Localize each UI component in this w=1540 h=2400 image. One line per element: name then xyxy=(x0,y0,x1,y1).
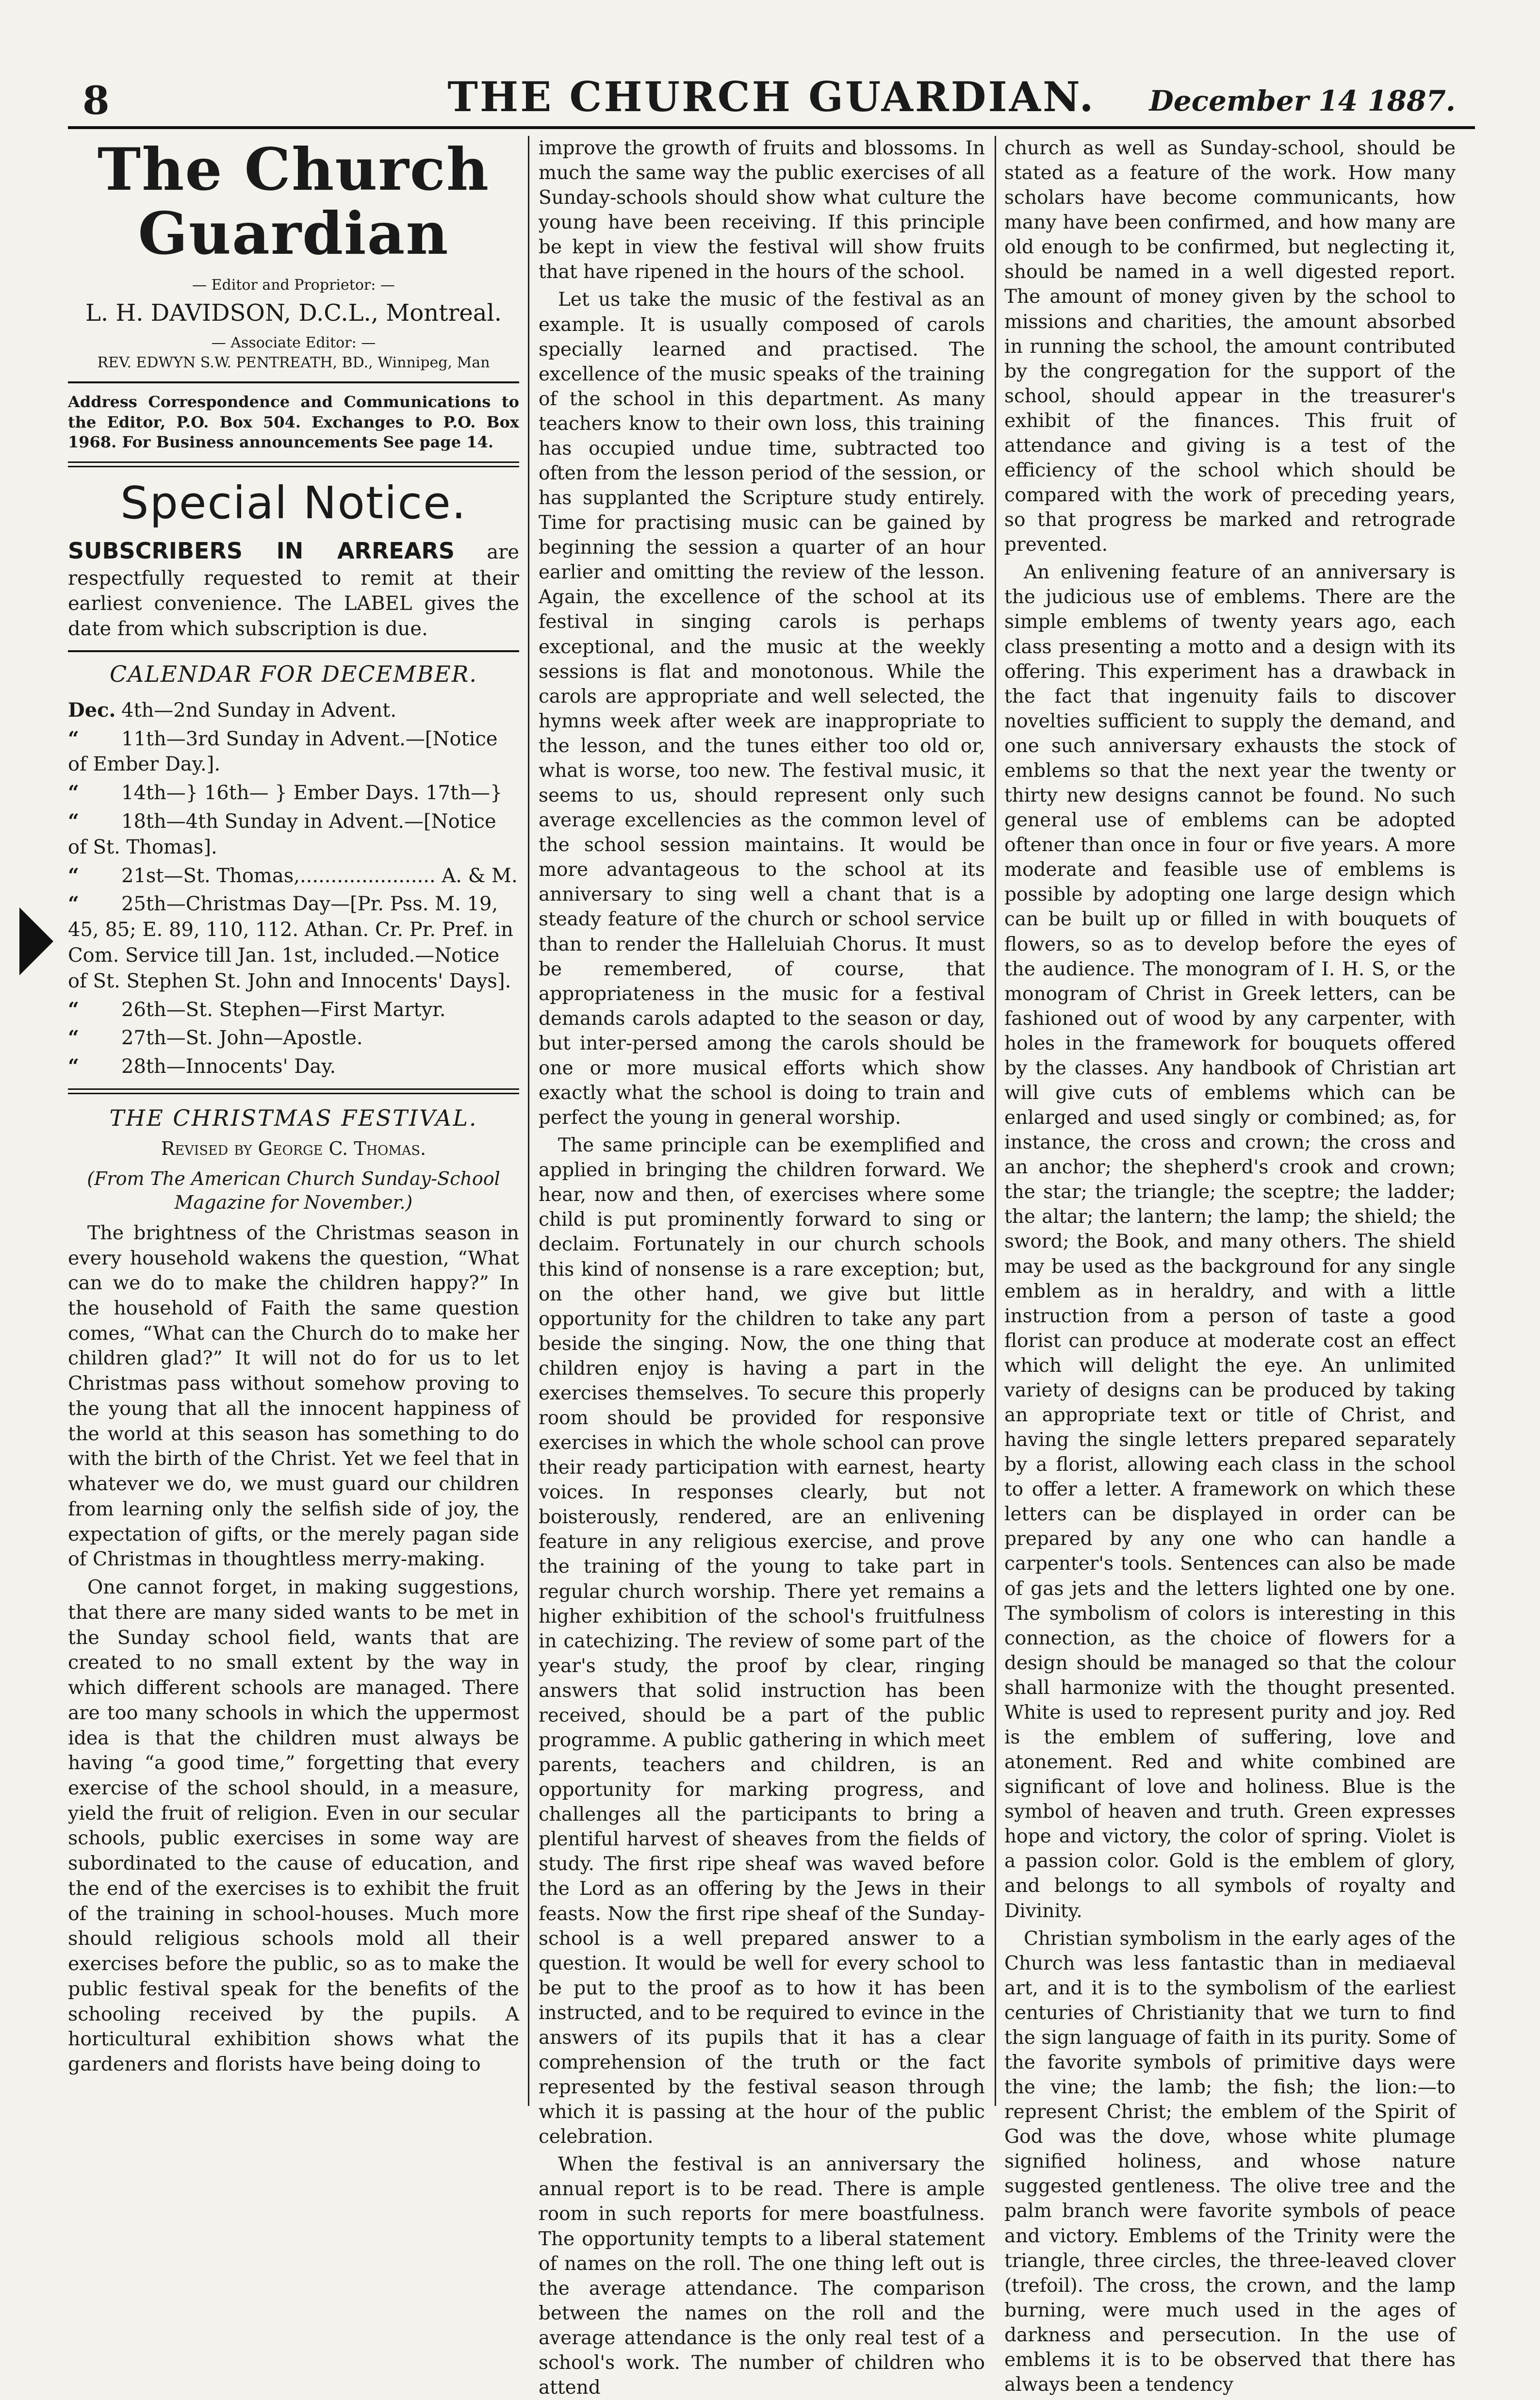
calendar-prefix: “ xyxy=(68,998,80,1021)
divider xyxy=(68,381,519,383)
article-paragraph: When the festival is an anniversary the annual report is to be read. There is ample room in such reports for mere boastfulness. The opportunity tempts to a liberal statement of names on the roll. The one thing left out is the average attendance. The comparison between the names on the roll and the average attendance is the only real test of a school's work. The number of children who attend xyxy=(539,2153,985,2399)
page-header xyxy=(68,73,1475,129)
article-source: (From The American Church Sunday-School Magazine for November.) xyxy=(87,1168,500,1214)
column-2 xyxy=(539,136,985,2399)
calendar-text: 27th—St. John—Apostle. xyxy=(121,1027,363,1050)
calendar-row xyxy=(68,780,519,806)
calendar-row xyxy=(68,809,519,860)
editor-name: L. H. DAVIDSON, D.C.L., Montreal. xyxy=(85,299,502,327)
special-notice-body xyxy=(68,537,519,641)
associate-name: REV. EDWYN S.W. PENTREATH, BD., Winnipeg, Man xyxy=(97,354,490,371)
calendar-text: 11th—3rd Sunday in Advent.—[Notice of Ember Day.]. xyxy=(68,727,498,776)
calendar-text: 26th—St. Stephen—First Martyr. xyxy=(121,998,446,1021)
article-heading: THE CHRISTMAS FESTIVAL. xyxy=(109,1105,478,1132)
page-number: 8 xyxy=(82,78,110,123)
calendar-heading: CALENDAR FOR DECEMBER. xyxy=(109,660,477,687)
calendar-list xyxy=(68,698,519,1080)
associate-label: — Associate Editor: — xyxy=(211,334,376,352)
article-paragraph: Let us take the music of the festival as an example. It is usually composed of carols specially learned and practised. The excellence of the music speaks of the training of the school in this department. As many teachers know to their own loss, this training has occupied undue time, subtracted too often from the lesson period of the session, or has supplanted the Scripture study entirely. Time for practising music can be gained by beginning the session a quarter of an hour earlier and omitting the review of the lesson. Again, the excellence of the school at its festival in singing carols is perhaps exceptional, and the music at the weekly sessions is flat and monotonous. While the carols are appropriate and well selected, the hymns week after week are inappropriate to the lesson, and the tunes either too old or, what is worse, too new. The festival music, it seems to us, should represent only such average excellencies as the common level of the school session maintains. It would be more advantageous to the school at its anniversary to sing well a chant that is a steady feature of the church or school service than to render the Halleluiah Chorus. It must be remembered, of course, that appropriateness in the music for a festival demands carols adapted to the season or day, but inter-persed among the carols should be one or more musical efforts which show exactly what the school is doing to train and perfect the young in general worship. xyxy=(539,289,985,1129)
calendar-row xyxy=(68,1025,519,1051)
calendar-text: 28th—Innocents' Day. xyxy=(121,1055,336,1078)
article-paragraph: improve the growth of fruits and blossoms. In much the same way the public exercises of all Sunday-schools should show what culture the young have been receiving. If this principle be kept in view the festival will show fruits that have ripened in the hours of the school. xyxy=(539,137,985,283)
column-1 xyxy=(68,136,519,2106)
divider xyxy=(68,461,519,467)
divider xyxy=(68,1088,519,1094)
calendar-prefix: “ xyxy=(68,781,80,805)
calendar-prefix: “ xyxy=(68,1026,80,1050)
editor-label: — Editor and Proprietor: — xyxy=(192,277,395,294)
calendar-text: 21st—St. Thomas,...................... A. & M. xyxy=(121,864,518,887)
calendar-prefix: “ xyxy=(68,810,80,833)
calendar-row xyxy=(68,698,519,723)
calendar-text: 14th—} 16th— } Ember Days. 17th—} xyxy=(121,782,503,805)
address-notice: Address Correspondence and Communications to the Editor, P.O. Box 504. Exchanges to P.O. Box 1968. For Business announcements See page 14. xyxy=(68,393,519,452)
notice-text: are respectfully requested to remit at their earliest convenience. The LABEL gives the date from which subscription is due. xyxy=(68,541,519,640)
divider xyxy=(68,650,519,652)
article-paragraph: An enlivening feature of an anniversary is the judicious use of emblems. There are the simple emblems of twenty years ago, each class presenting a motto and a design with its offering. This experiment has a drawback in the fact that ingenuity fails to discover novelties sufficient to supply the demand, and one such anniversary exhausts the stock of emblems so that the next year the twenty or thirty new designs cannot be found. No such general use of emblems can be adopted oftener than once in four or five years. A more moderate and feasible use of emblems is possible by adopting one large design which can be built up or filled in with bouquets of flowers, so as to develop before the eyes of the audience. The monogram of I. H. S, or the monogram of Christ in Greek letters, can be fashioned out of wood by any carpenter, with holes in the framework for bouquets offered by the classes. Any handbook of Christian art will give cuts of emblems which can be enlarged and used singly or combined; as, for instance, the cross and crown; the cross and an anchor; the shepherd's crook and crown; the star; the triangle; the sceptre; the ladder; the altar; the lantern; the lamp; the shield; the sword; the Book, and many others. The shield may be used as the background for any single emblem as in heraldry, and with a little instruction from a person of taste a good florist can produce at moderate cost an effect which will delight the eye. An unlimited variety of designs can be produced by taking an appropriate text or title of Christ, and having the single letters prepared separately by a florist, allowing each class in the school to offer a letter. A framework on which these letters can be displayed in order can be prepared by any one who can handle a carpenter's tools. Sentences can also be made of gas jets and the letters lighted one by one. The symbolism of colors is interesting in this connection, as the choice of flowers for a design should be managed so that the colour shall harmonize with the thought presented. White is used to represent purity and joy. Red is the emblem of suffering, love and atonement. Red and white combined are significant of love and holiness. Blue is the symbol of heaven and truth. Green expresses hope and victory, the color of spring. Violet is a passion color. Gold is the emblem of glory, and belongs to all symbols of royalty and Divinity. xyxy=(1004,561,1456,1922)
article-paragraph: One cannot forget, in making suggestions, that there are many sided wants to be met in the Sunday school field, wants that are created to no small extent by the way in which different schools are managed. There are too many schools in which the uppermost idea is that the children must always be having “a good time,” forgetting that every exercise of the school should, in a measure, yield the fruit of religion. Even in our secular schools, public exercises in some way are subordinated to the cause of education, and the end of the exercises is to exhibit the fruit of the training in school-houses. Much more should religious schools mold all their exercises before the public, so as to make the public festival speak for the benefits of the schooling received by the pupils. A horticultural exhibition shows what the gardeners and florists have being doing to xyxy=(68,1576,519,2076)
article-paragraph: church as well as Sunday-school, should be stated as a feature of the work. How many scholars have become communicants, how many have been confirmed, and how many are old enough to be confirmed, but neglecting it, should be named in a well digested report. The amount of money given by the school to missions and charities, the amount absorbed in running the school, the amount contributed by the congregation for the support of the school, should appear in the treasurer's exhibit of the finances. This fruit of attendance and giving is a test of the efficiency of the school which should be compared with the work of preceding years, so that progress be marked and retrograde prevented. xyxy=(1004,137,1456,556)
column-rule xyxy=(995,136,996,2106)
calendar-row xyxy=(68,863,519,889)
calendar-prefix: “ xyxy=(68,1055,80,1078)
article-paragraph: Christian symbolism in the early ages of the Church was less fantastic than in mediaeval art, and it is to the symbolism of the earliest centuries of Christianity that we turn to find the sign language of faith in its purity. Some of the favorite symbols of primitive days were the vine; the lamb; the fish; the lion:—to represent Christ; the emblem of the Spirit of God was the dove, whose white plumage signified holiness, and whose nature suggested gentleness. The olive tree and the palm branch were favorite symbols of peace and victory. Emblems of the Trinity were the triangle, three circles, the three-leaved clover (trefoil). The cross, the crown, and the lamp burning, were much used in the ages of darkness and persecution. In the use of emblems it is to be observed that there has always been a tendency xyxy=(1004,1927,1456,2396)
calendar-prefix: “ xyxy=(68,892,80,916)
calendar-row xyxy=(68,726,519,778)
column-3 xyxy=(1004,136,1456,2396)
article-paragraph: The same principle can be exemplified and applied in bringing the children forward. We hear, now and then, of exercises where some child is put prominently forward to sing or declaim. Fortunately in our church schools this kind of nonsense is a rare exception; but, on the other hand, we give but little opportunity for the children to take any part beside the singing. Now, the one thing that children enjoy is having a part in the exercises themselves. To secure this properly room should be provided for responsive exercises in which the whole school can prove their ready participation with earnest, hearty voices. In responses clearly, but not boisterously, rendered, are an enlivening feature in any religious exercise, and prove the training of the young to take part in regular church worship. There yet remains a higher exhibition of the school's fruitfulness in catechizing. The review of some part of the year's study, the proof by clear, ringing answers that solid instruction has been received, should be a part of the public programme. A public gathering in which meet parents, teachers and children, is an opportunity for marking progress, and challenges all the participants to bring a plentiful harvest of sheaves from the fields of study. The first ripe sheaf was waved before the Lord as an offering by the Jews in their feasts. Now the first ripe sheaf of the Sunday-school is a well prepared answer to a question. It would be well for every school to be put to the proof as to how it has been instructed, and to be required to evince in the answers of its pupils that it has a clear comprehension of the truth or the fact represented by the festival season through which it is passing at the hour of the public celebration. xyxy=(539,1134,985,2148)
notice-lead: SUBSCRIBERS IN ARREARS xyxy=(68,538,455,564)
calendar-text: 4th—2nd Sunday in Advent. xyxy=(121,699,397,722)
issue-date: December 14 1887. xyxy=(1149,84,1456,117)
calendar-text: 25th—Christmas Day—[Pr. Pss. M. 19, 45, 85; E. 89, 110, 112. Athan. Cr. Pr. Pref. in Com. Service till Jan. 1st, included.—Notice of St. Stephen St. John and Innocents' Days]. xyxy=(68,893,513,992)
calendar-row xyxy=(68,997,519,1023)
column-rule xyxy=(528,136,529,2106)
article-paragraph: The brightness of the Christmas season in every household wakens the question, “What can we do to make the children happy?” In the household of Faith the same question comes, “What can the Church do to make her children glad?” It will not do for us to let Christmas pass without somehow proving to the young that all the innocent happiness of the world at this season has something to do with the birth of the Christ. Yet we feel that in whatever we do, we must guard our children from learning only the selfish side of joy, the expectation of gifts, or the merely pagan side of Christmas in thoughtless merry-making. xyxy=(68,1221,519,1571)
special-notice-heading: Special Notice. xyxy=(120,477,467,529)
calendar-row xyxy=(68,891,519,994)
calendar-text: 18th—4th Sunday in Advent.—[Notice of St. Thomas]. xyxy=(68,810,496,858)
article-byline: Revised by George C. Thomas. xyxy=(161,1138,426,1160)
calendar-row xyxy=(68,1054,519,1080)
calendar-prefix: “ xyxy=(68,727,80,750)
calendar-prefix: Dec. xyxy=(68,698,116,722)
paper-title: THE CHURCH GUARDIAN. xyxy=(447,73,1096,121)
margin-pointer-icon xyxy=(19,907,53,975)
masthead-title: The Church Guardian xyxy=(97,135,490,268)
calendar-prefix: “ xyxy=(68,864,80,887)
